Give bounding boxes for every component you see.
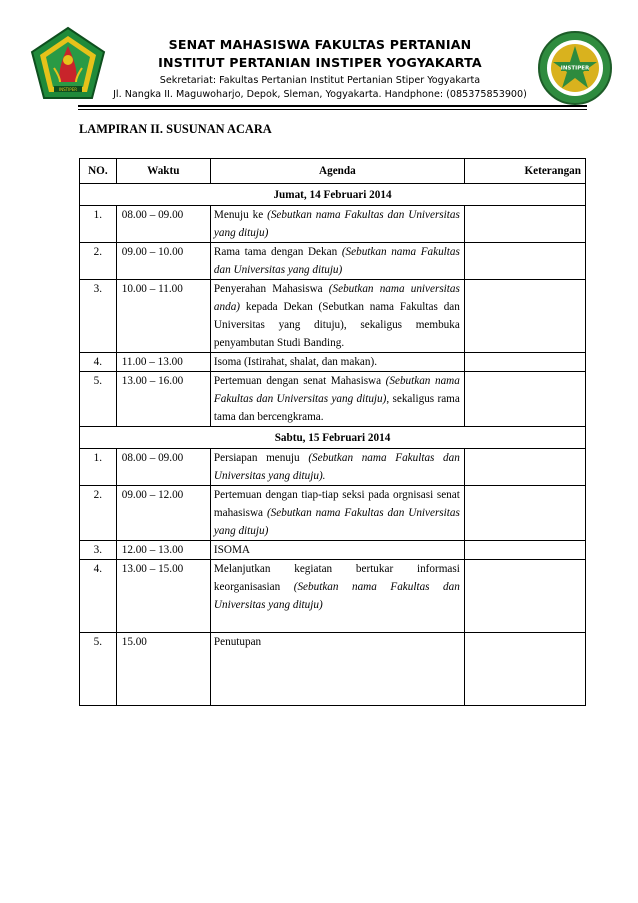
table-row	[80, 206, 586, 243]
row-note	[464, 353, 585, 372]
row-no: 5.	[80, 633, 117, 706]
agenda-italic: (Sebutkan nama Fakultas dan Universitas yang dituju)	[213, 246, 460, 276]
header-agenda: Agenda	[210, 159, 464, 184]
row-no: 4.	[80, 560, 117, 633]
header-no: NO.	[80, 159, 117, 184]
row-time: 15.00	[116, 633, 210, 706]
agenda-italic: (Sebutkan nama Fakultas dan Universitas yang dituju)	[213, 209, 460, 239]
table-row	[80, 560, 586, 633]
row-time: 08.00 – 09.00	[116, 449, 210, 486]
row-no: 5.	[80, 372, 117, 427]
table-row	[80, 243, 586, 280]
day-title: Jumat, 14 Februari 2014	[80, 184, 586, 206]
row-time: 11.00 – 13.00	[116, 353, 210, 372]
table-row	[80, 486, 586, 541]
row-agenda	[210, 486, 464, 541]
header-institute-name: INSTITUT PERTANIAN INSTIPER YOGYAKARTA	[158, 55, 482, 70]
row-time: 08.00 – 09.00	[116, 206, 210, 243]
row-agenda	[210, 449, 464, 486]
logo-left-text: INSTIPER	[58, 87, 78, 92]
agenda-italic: (Sebutkan nama Fakultas dan Universitas yang dituju)	[213, 581, 460, 611]
table-row	[80, 633, 586, 706]
agenda-italic: (Sebutkan nama universitas anda)	[213, 283, 460, 313]
row-no: 2.	[80, 486, 117, 541]
row-no: 2.	[80, 243, 117, 280]
table-header-row	[80, 159, 586, 184]
agenda-text: Pertemuan dengan senat Mahasiswa	[213, 375, 386, 387]
row-note	[464, 280, 585, 353]
agenda-text: Rama tama dengan Dekan	[213, 246, 342, 258]
agenda-text: Melanjutkan kegiatan bertukar informasi keorganisasian	[213, 563, 460, 593]
row-agenda	[210, 280, 464, 353]
header-senate-name: SENAT MAHASISWA FAKULTAS PERTANIAN	[168, 37, 472, 52]
agenda-text: ISOMA	[213, 544, 250, 556]
agenda-table	[79, 158, 586, 706]
agenda-text: Menuju ke	[213, 209, 268, 221]
day-row-friday	[80, 184, 586, 206]
row-time: 13.00 – 16.00	[116, 372, 210, 427]
row-time: 13.00 – 15.00	[116, 560, 210, 633]
row-no: 1.	[80, 449, 117, 486]
header-address: Jl. Nangka II. Maguwoharjo, Depok, Sleman, Yogyakarta. Handphone: (085375853900)	[113, 89, 527, 100]
row-note	[464, 541, 585, 560]
row-note	[464, 243, 585, 280]
day-title: Sabtu, 15 Februari 2014	[80, 427, 586, 449]
day-row-saturday	[80, 427, 586, 449]
row-note	[464, 206, 585, 243]
row-agenda	[210, 243, 464, 280]
agenda-tail: kepada Dekan (Sebutkan nama Fakultas dan Universitas yang dituju), sekaligus membuka penyambutan Studi Banding.	[213, 301, 460, 349]
row-no: 1.	[80, 206, 117, 243]
agenda-italic: (Sebutkan nama Fakultas dan Universitas yang dituju).	[213, 452, 460, 482]
agenda-text: Pertemuan dengan tiap-tiap seksi pada orgnisasi senat mahasiswa	[213, 489, 460, 519]
agenda-text: Persiapan menuju	[213, 452, 309, 464]
row-agenda	[210, 353, 464, 372]
row-no: 3.	[80, 280, 117, 353]
row-agenda	[210, 206, 464, 243]
header-rule-thick	[78, 105, 587, 107]
agenda-text: Isoma (Istirahat, shalat, dan makan).	[213, 356, 378, 368]
table-row	[80, 541, 586, 560]
agenda-tail: , sekaligus rama tama dan bercengkrama.	[213, 393, 460, 423]
table-row	[80, 449, 586, 486]
agenda-text: Penyerahan Mahasiswa	[213, 283, 329, 295]
row-note	[464, 633, 585, 706]
row-no: 4.	[80, 353, 117, 372]
agenda-italic: (Sebutkan nama Fakultas dan Universitas yang dituju)	[213, 507, 460, 537]
agenda-italic: (Sebutkan nama Fakultas dan Universitas yang dituju)	[213, 375, 460, 405]
section-title: LAMPIRAN II. SUSUNAN ACARA	[79, 122, 272, 136]
table-row	[80, 280, 586, 353]
row-note	[464, 560, 585, 633]
row-note	[464, 449, 585, 486]
row-agenda	[210, 633, 464, 706]
row-time: 09.00 – 10.00	[116, 243, 210, 280]
row-agenda	[210, 560, 464, 633]
row-time: 10.00 – 11.00	[116, 280, 210, 353]
header-rule-thin	[78, 109, 587, 110]
header-secretariat: Sekretariat: Fakultas Pertanian Institut Pertanian Stiper Yogyakarta	[159, 75, 481, 86]
row-no: 3.	[80, 541, 117, 560]
row-time: 09.00 – 12.00	[116, 486, 210, 541]
row-agenda	[210, 541, 464, 560]
table-row	[80, 353, 586, 372]
row-agenda	[210, 372, 464, 427]
row-note	[464, 486, 585, 541]
header-waktu: Waktu	[116, 159, 210, 184]
row-note	[464, 372, 585, 427]
agenda-text: Penutupan	[213, 636, 262, 648]
table-row	[80, 372, 586, 427]
row-time: 12.00 – 13.00	[116, 541, 210, 560]
logo-right-text: INSTIPER	[560, 65, 590, 72]
header-keterangan: Keterangan	[464, 159, 585, 184]
